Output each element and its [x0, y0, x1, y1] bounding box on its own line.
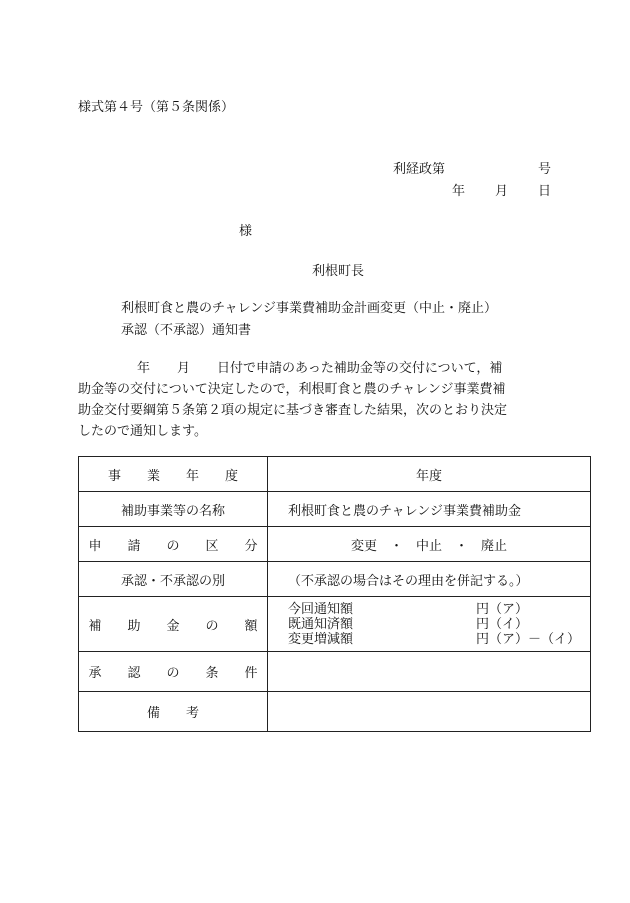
body-month: 月	[177, 361, 191, 376]
table-row	[79, 692, 591, 732]
addressee-suffix: 様	[239, 224, 253, 239]
body-year: 年	[137, 361, 151, 376]
current-notice-label: 今回通知額	[288, 601, 354, 617]
application-type-label: 申 請 の 区 分	[79, 527, 268, 562]
project-name-value: 利根町食と農のチャレンジ事業費補助金	[268, 492, 591, 527]
details-table	[78, 456, 591, 732]
current-notice-value: 円（ア）	[476, 601, 529, 617]
application-type-value: 変更 ・ 中止 ・ 廃止	[268, 527, 591, 562]
approval-conditions-label: 承 認 の 条 件	[79, 652, 268, 692]
body-line-2: 助金等の交付について決定したので，利根町食と農のチャレンジ事業費補	[78, 382, 506, 397]
change-amount-label: 変更増減額	[288, 631, 354, 647]
table-row	[79, 597, 591, 652]
amount-line	[288, 617, 590, 632]
amount-line	[288, 602, 590, 617]
previous-notice-value: 円（イ）	[476, 616, 529, 632]
body-line-4: したので通知します。	[78, 424, 207, 439]
table-row	[79, 457, 591, 492]
sender-name: 利根町長	[312, 264, 365, 279]
subsidy-amount-values	[268, 597, 591, 652]
date-month: 月	[495, 184, 509, 199]
approval-value: （不承認の場合はその理由を併記する。）	[268, 562, 591, 597]
table-row	[79, 652, 591, 692]
date-day: 日	[538, 184, 552, 199]
document-title-line1: 利根町食と農のチャレンジ事業費補助金計画変更（中止・廃止）	[121, 301, 497, 316]
body-line-3: 助金交付要綱第５条第２項の規定に基づき審査した結果，次のとおり決定	[78, 403, 508, 418]
table-row	[79, 562, 591, 597]
document-title-line2: 承認（不承認）通知書	[121, 323, 252, 338]
remarks-value	[268, 692, 591, 732]
body-paragraph	[78, 358, 556, 442]
change-amount-value: 円（ア）－（イ）	[476, 631, 581, 647]
approval-label: 承認・不承認の別	[79, 562, 268, 597]
body-line-1	[78, 358, 556, 379]
amount-line	[288, 632, 590, 647]
date-year: 年	[452, 184, 466, 199]
previous-notice-label: 既通知済額	[288, 616, 354, 632]
fiscal-year-label: 事 業 年 度	[79, 457, 268, 492]
table-row	[79, 527, 591, 562]
body-line1-rest: 日付で申請のあった補助金等の交付について，補	[217, 361, 503, 376]
document-number-prefix: 利経政第	[393, 162, 446, 177]
approval-conditions-value	[268, 652, 591, 692]
table-row	[79, 492, 591, 527]
remarks-label: 備 考	[79, 692, 268, 732]
document-number-suffix: 号	[538, 162, 552, 177]
subsidy-amount-label: 補 助 金 の 額	[79, 597, 268, 652]
form-number: 様式第４号（第５条関係）	[78, 100, 235, 115]
project-name-label: 補助事業等の名称	[79, 492, 268, 527]
fiscal-year-value: 年度	[268, 457, 591, 492]
